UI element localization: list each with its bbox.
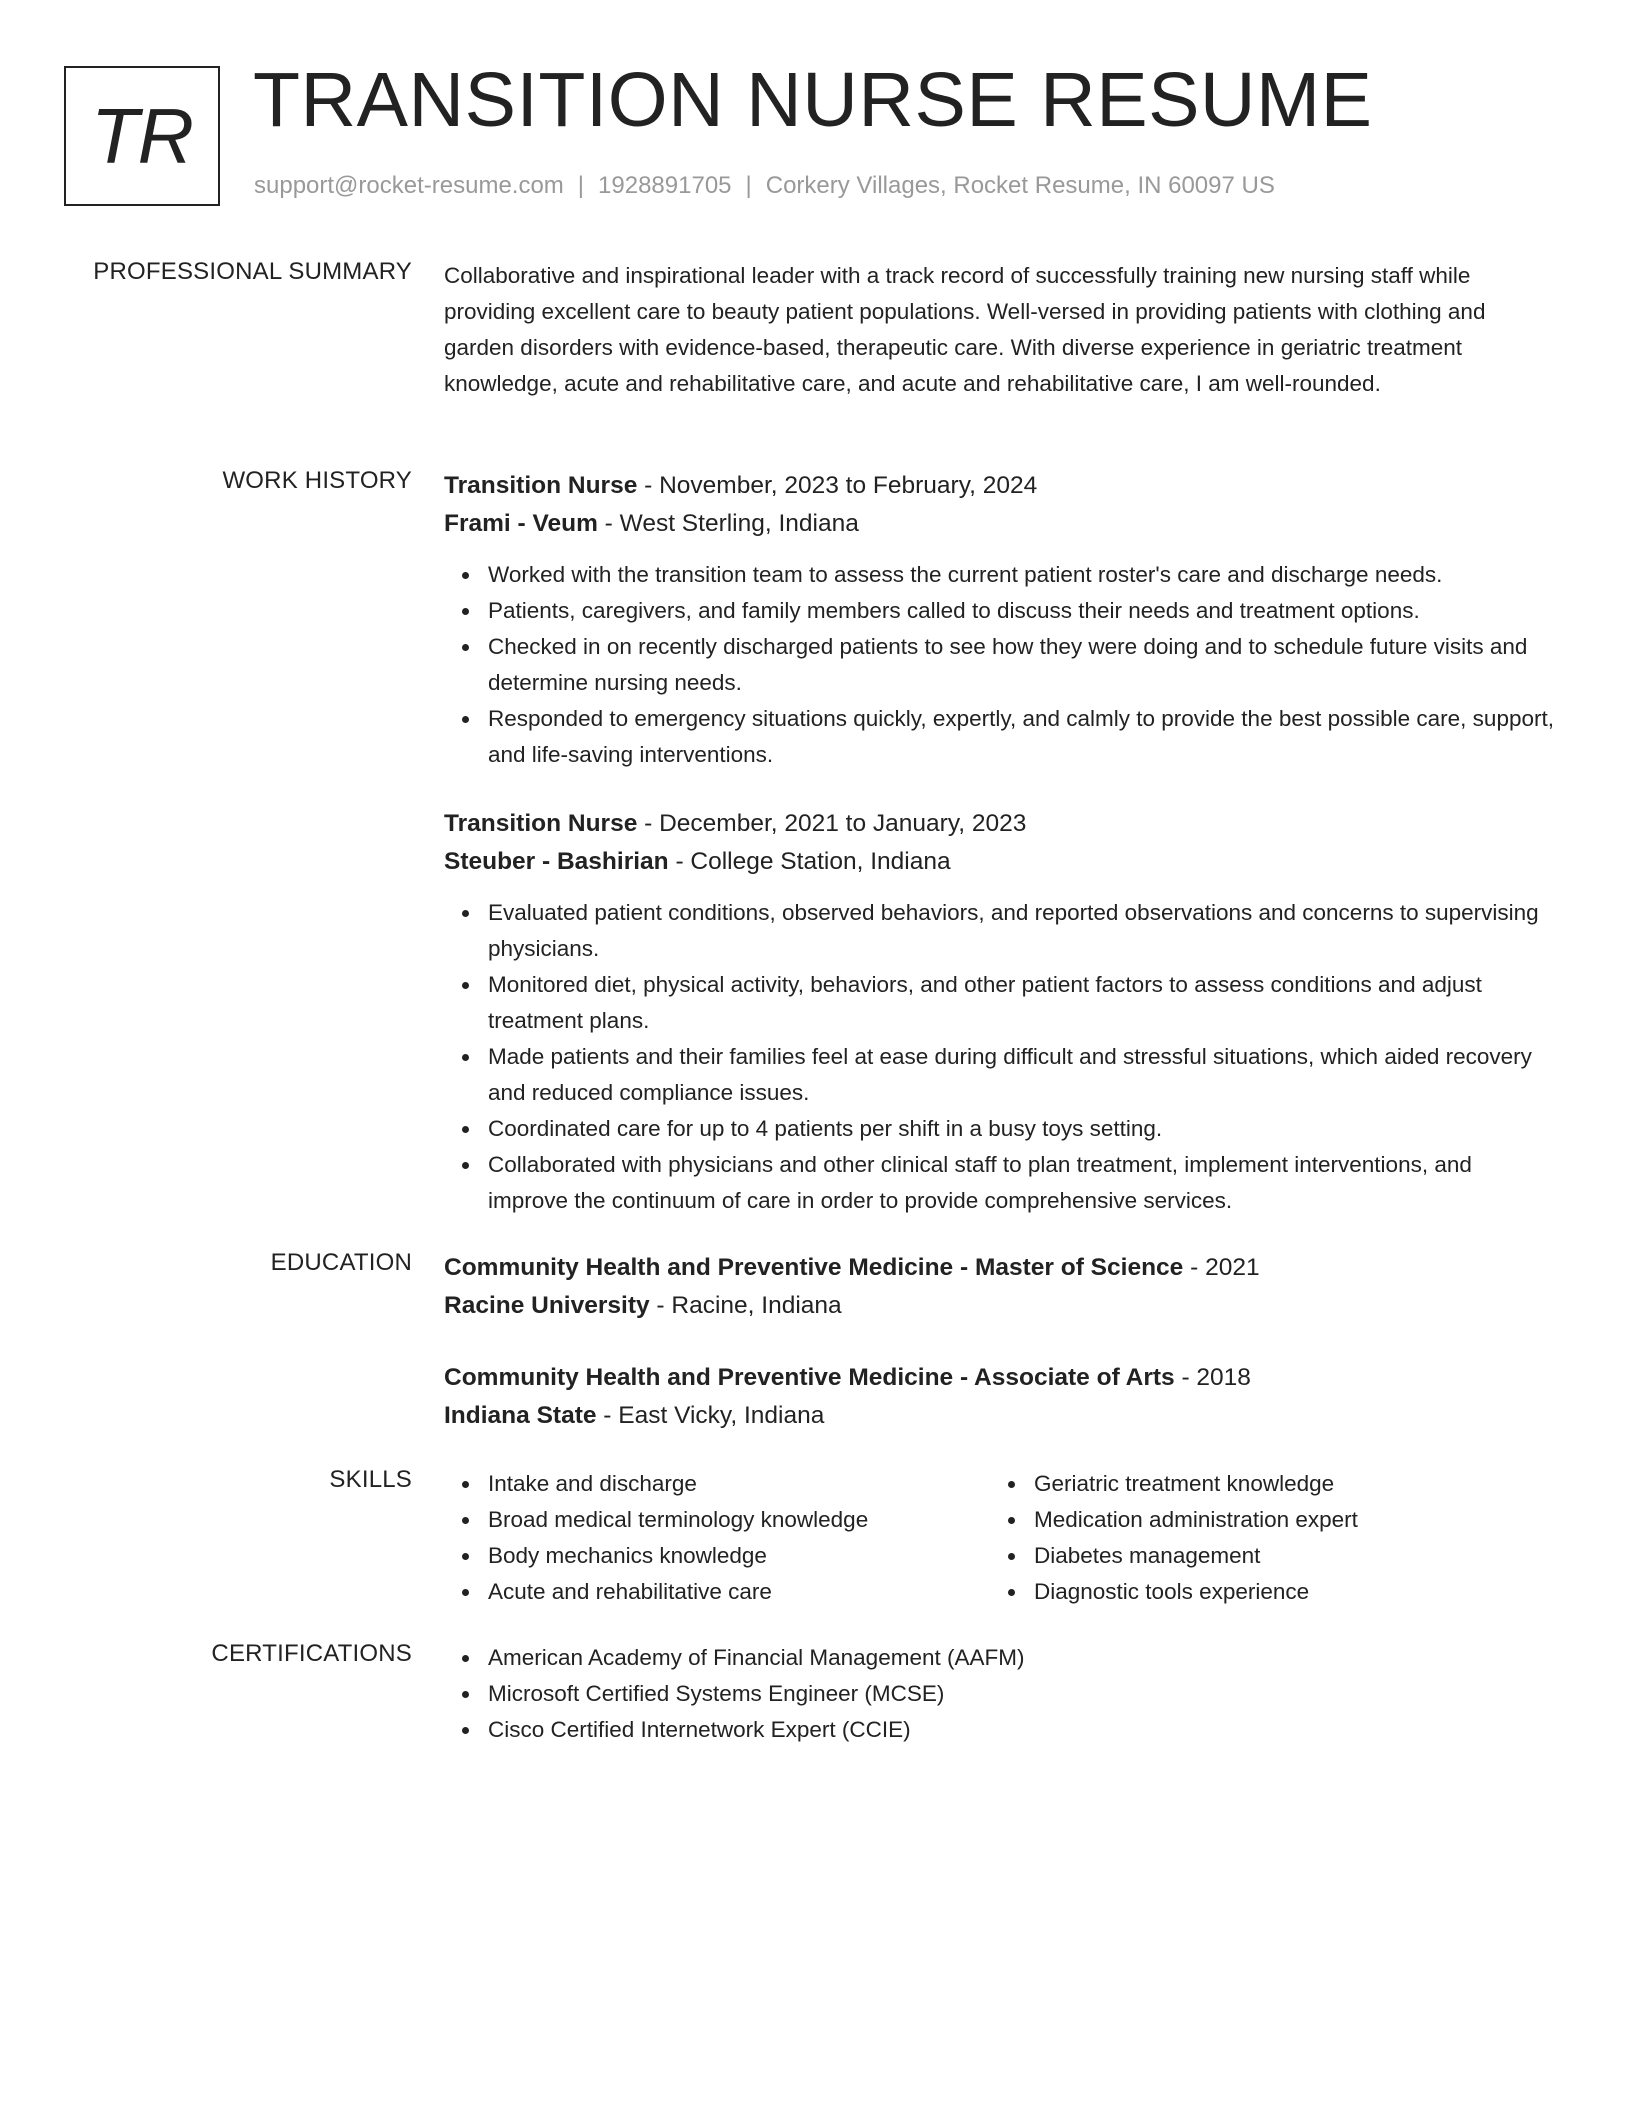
monogram-logo: TR	[64, 66, 220, 206]
skill-item: Medication administration expert	[1034, 1502, 1536, 1538]
jobs-list	[444, 467, 1554, 1219]
job-duty-item: Worked with the transition team to assess the current patient roster's care and discharge needs.	[488, 557, 1554, 593]
contact-line	[254, 172, 1275, 200]
degree-name: Community Health and Preventive Medicine - Master of Science	[444, 1254, 1184, 1281]
job-company-line	[444, 843, 1554, 881]
school-name: Racine University	[444, 1292, 650, 1319]
skill-item: Acute and rehabilitative care	[488, 1574, 990, 1610]
job-company: Steuber - Bashirian	[444, 848, 669, 875]
school-line	[444, 1287, 1554, 1325]
certifications-list	[444, 1640, 1554, 1748]
degree-line	[444, 1249, 1554, 1287]
skills-grid	[444, 1466, 1554, 1610]
job-duty-item: Monitored diet, physical activity, behaviors, and other patient factors to assess conditions and adjust treatment plans.	[488, 967, 1554, 1039]
job-title-line	[444, 467, 1554, 505]
skill-item: Diabetes management	[1034, 1538, 1536, 1574]
work-history-body	[444, 467, 1554, 1219]
contact-separator: |	[745, 172, 752, 199]
skill-item: Intake and discharge	[488, 1466, 990, 1502]
education-entry	[444, 1359, 1554, 1435]
job-duties-list	[444, 557, 1554, 773]
job-duty-item: Checked in on recently discharged patients to see how they were doing and to schedule future visits and determine nursing needs.	[488, 629, 1554, 701]
degree-name: Community Health and Preventive Medicine - Associate of Arts	[444, 1364, 1175, 1391]
job-company: Frami - Veum	[444, 510, 598, 537]
school-location: - East Vicky, Indiana	[596, 1402, 825, 1429]
job-entry	[444, 467, 1554, 773]
contact-address: Corkery Villages, Rocket Resume, IN 60097 US	[765, 172, 1275, 199]
skill-item: Broad medical terminology knowledge	[488, 1502, 990, 1538]
certification-item: Microsoft Certified Systems Engineer (MCSE)	[488, 1676, 1554, 1712]
school-line	[444, 1397, 1554, 1435]
job-location: - West Sterling, Indiana	[597, 510, 859, 537]
degree-line	[444, 1359, 1554, 1397]
job-dates: - December, 2021 to January, 2023	[637, 810, 1027, 837]
job-duty-item: Responded to emergency situations quickly, expertly, and calmly to provide the best possible care, support, and life-saving interventions.	[488, 701, 1554, 773]
job-duty-item: Evaluated patient conditions, observed behaviors, and reported observations and concerns to supervising physicians.	[488, 895, 1554, 967]
degree-year: - 2021	[1183, 1254, 1260, 1281]
summary-text: Collaborative and inspirational leader with a track record of successfully training new nursing staff while providing excellent care to beauty patient populations. Well-versed in providing patients with clothing and garden disorders with evidence-based, therapeutic care. With diverse experience in geriatric treatment knowledge, acute and rehabilitative care, and acute and rehabilitative care, I am well-rounded.	[444, 263, 1486, 396]
job-duty-item: Coordinated care for up to 4 patients per shift in a busy toys setting.	[488, 1111, 1554, 1147]
job-duty-item: Patients, caregivers, and family members called to discuss their needs and treatment options.	[488, 593, 1554, 629]
job-duties-list	[444, 895, 1554, 1219]
job-title: Transition Nurse	[444, 810, 638, 837]
education-body	[444, 1249, 1554, 1435]
job-dates: - November, 2023 to February, 2024	[637, 472, 1038, 499]
section-heading: WORK HISTORY	[222, 467, 412, 494]
skills-list-right	[990, 1466, 1536, 1610]
education-list	[444, 1249, 1554, 1435]
job-location: - College Station, Indiana	[668, 848, 951, 875]
skill-item: Diagnostic tools experience	[1034, 1574, 1536, 1610]
school-location: - Racine, Indiana	[649, 1292, 842, 1319]
contact-phone[interactable]: 1928891705	[598, 172, 732, 199]
skill-item: Geriatric treatment knowledge	[1034, 1466, 1536, 1502]
skills-body	[444, 1466, 1554, 1610]
education-entry	[444, 1249, 1554, 1325]
job-title-line	[444, 805, 1554, 843]
summary-body	[444, 258, 1554, 402]
school-name: Indiana State	[444, 1402, 597, 1429]
section-heading: EDUCATION	[270, 1249, 412, 1276]
job-title: Transition Nurse	[444, 472, 638, 499]
skill-item: Body mechanics knowledge	[488, 1538, 990, 1574]
job-duty-item: Collaborated with physicians and other clinical staff to plan treatment, implement interventions, and improve the continuum of care in order to provide comprehensive services.	[488, 1147, 1554, 1219]
section-heading: CERTIFICATIONS	[211, 1640, 412, 1667]
skills-list-left	[444, 1466, 990, 1610]
section-heading: SKILLS	[329, 1466, 412, 1493]
certification-item: American Academy of Financial Management (AAFM)	[488, 1640, 1554, 1676]
certification-item: Cisco Certified Internetwork Expert (CCIE)	[488, 1712, 1554, 1748]
degree-year: - 2018	[1174, 1364, 1251, 1391]
job-entry	[444, 805, 1554, 1219]
certifications-body	[444, 1640, 1554, 1748]
contact-separator: |	[577, 172, 585, 199]
section-heading: PROFESSIONAL SUMMARY	[93, 258, 412, 285]
job-company-line	[444, 505, 1554, 543]
contact-email[interactable]: support@rocket-resume.com	[254, 172, 564, 199]
resume-title: TRANSITION NURSE RESUME	[253, 57, 1373, 143]
job-duty-item: Made patients and their families feel at ease during difficult and stressful situations, which aided recovery and reduced compliance issues.	[488, 1039, 1554, 1111]
